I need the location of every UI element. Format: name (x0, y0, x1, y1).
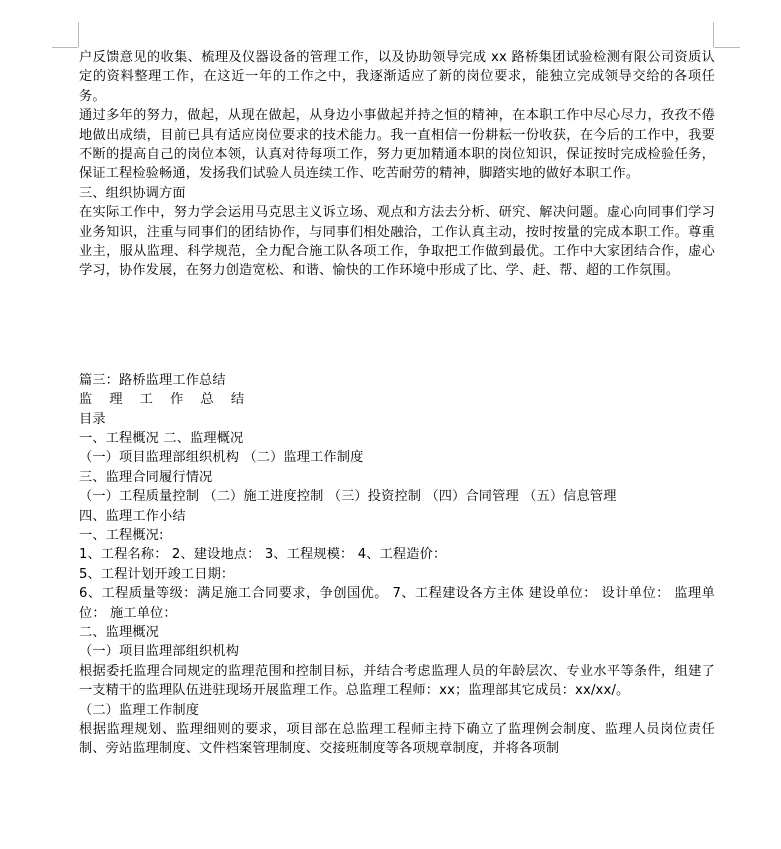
section3-heading: 三、组织协调方面 (79, 185, 186, 201)
toc-line: （一）项目监理部组织机构 （二）监理工作制度 (79, 450, 364, 466)
crop-mark-top-right-horizontal (714, 47, 740, 48)
overview-line: 5、工程计划开竣工日期： (79, 566, 235, 582)
system-paragraph: 根据监理规划、监理细则的要求，项目部在总监理工程师主持下确立了监理例会制度、监理人员岗位责任制、旁站监理制度、文件档案管理制度、交接班制度等各项规章制度，并将各项制 (79, 721, 715, 757)
org-heading: （一）项目监理部组织机构 (79, 644, 240, 660)
toc-line: 三、监理合同履行情况 (79, 469, 213, 485)
intro-paragraph: 户反馈意见的收集、梳理及仪器设备的管理工作，以及协助领导完成 xx 路桥集团试验检测有限公司资质认定的资料整理工作，在这近一年的工作之中，我逐渐适应了新的岗位要求，能独立完成领导交给的各项任务。 (79, 50, 715, 104)
crop-mark-top-right-vertical (713, 22, 714, 47)
crop-mark-top-left-vertical (78, 22, 79, 47)
toc-line: （一）工程质量控制 （二）施工进度控制 （三）投资控制 （四）合同管理 （五）信息管理 (79, 489, 617, 505)
overview-line: 6、工程质量等级：满足施工合同要求，争创国优。 7、工程建设各方主体 建设单位： 设计单位： 监理单位： 施工单位： (79, 586, 715, 621)
overview-heading: 一、工程概况: (79, 527, 164, 543)
supervision-heading: 二、监理概况 (79, 624, 160, 640)
document-body (79, 48, 715, 759)
doc-title: 监 理 工 作 总 结 (79, 392, 251, 408)
effort-paragraph: 通过多年的努力，做起，从现在做起，从身边小事做起并持之恒的精神，在本职工作中尽心尽力，孜孜不倦地做出成绩，目前已具有适应岗位要求的技术能力。我一直相信一份耕耘一份收获，在今后的工作中，我要不断的提高自己的岗位本领，认真对待每项工作，努力更加精通本职的岗位知识，保证按时完成检验任务，保证工程检验畅通，发扬我们试验人员连续工作、吃苦耐劳的精神，脚踏实地的做好本职工作。 (79, 108, 715, 182)
chapter-title: 篇三：路桥监理工作总结 (79, 372, 226, 388)
toc-line: 一、工程概况 二、监理概况 (79, 431, 244, 447)
toc-line: 四、监理工作小结 (79, 508, 186, 524)
system-heading: （二）监理工作制度 (79, 702, 200, 718)
crop-mark-top-left-horizontal (52, 47, 78, 48)
toc-label: 目录 (79, 411, 106, 427)
org-paragraph: 根据委托监理合同规定的监理范围和控制目标，并结合考虑监理人员的年龄层次、专业水平等条件，组建了一支精干的监理队伍进驻现场开展监理工作。总监理工程师：xx；监理部其它成员：xx/xx/。 (79, 663, 715, 699)
blank-space (79, 281, 715, 371)
overview-line: 1、工程名称： 2、建设地点： 3、工程规模： 4、工程造价： (79, 547, 447, 563)
section3-paragraph: 在实际工作中，努力学会运用马克思主义诉立场、观点和方法去分析、研究、解决问题。虚心向同事们学习业务知识，注重与同事们的团结协作，与同事们相处融洽，工作认真主动，按时按量的完成本职工作。尊重业主，服从监理、科学规范，全力配合施工队各项工作，争取把工作做到最优。工作中大家团结合作，虚心学习，协作发展，在努力创造宽松、和谐、愉快的工作环境中形成了比、学、赶、帮、超的工作氛围。 (79, 205, 715, 279)
